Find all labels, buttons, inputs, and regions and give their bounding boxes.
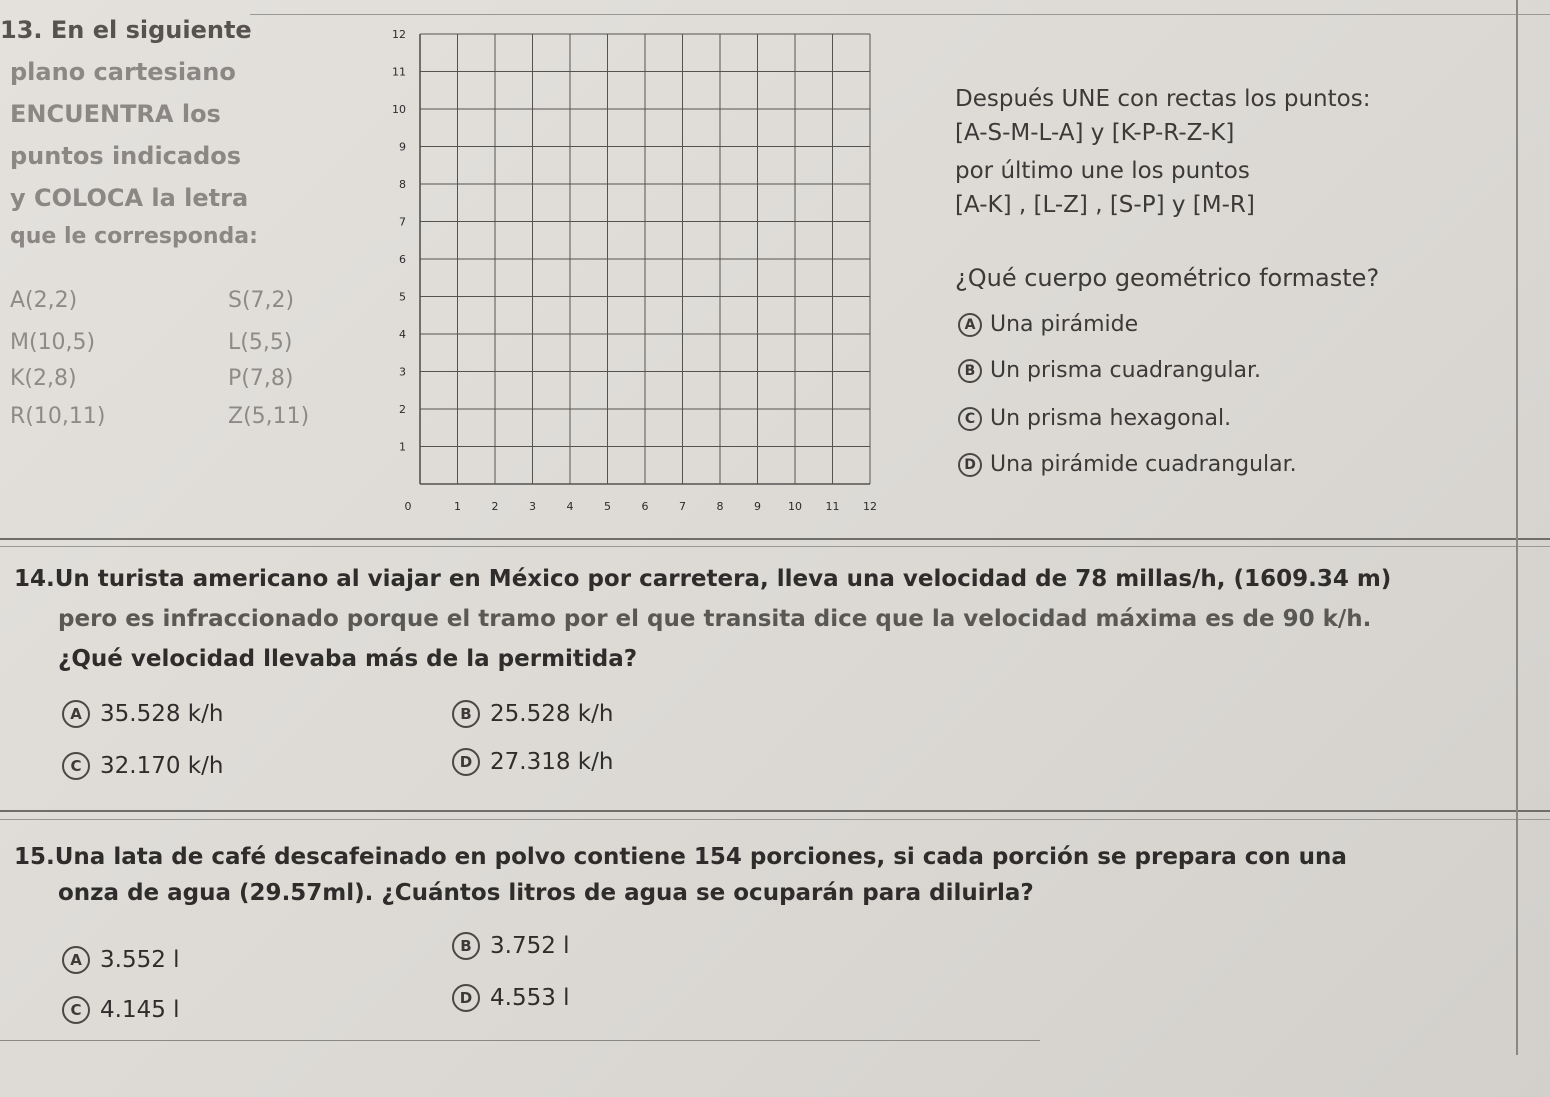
option-b-marker: B <box>452 700 480 728</box>
q13-instruction-3: por último une los puntos <box>955 158 1250 184</box>
bottom-divider <box>0 1040 1040 1041</box>
option-d-marker: D <box>452 748 480 776</box>
option-a-marker: A <box>62 700 90 728</box>
x-tick-label: 2 <box>491 500 499 513</box>
x-tick-label: 1 <box>454 500 461 513</box>
x-tick-label: 4 <box>566 500 574 513</box>
q15-option-a[interactable]: A 3.552 l <box>62 946 180 974</box>
point-a: A(2,2) <box>10 288 78 313</box>
y-tick-label: 10 <box>392 103 406 116</box>
y-tick-label: 5 <box>399 290 406 304</box>
option-a-marker: A <box>958 313 982 337</box>
point-k: K(2,8) <box>10 366 77 391</box>
x-tick-label: 10 <box>788 500 802 513</box>
y-tick-label: 2 <box>399 403 406 416</box>
q13-option-a[interactable]: A Una pirámide <box>958 312 1138 337</box>
point-r: R(10,11) <box>10 404 106 429</box>
x-tick-label: 9 <box>754 500 761 513</box>
divider-q13-q14-b <box>0 546 1550 547</box>
option-b-marker: B <box>452 932 480 960</box>
q13-intro-line-6: que le corresponda: <box>10 224 258 249</box>
q15-option-d[interactable]: D 4.553 l <box>452 984 570 1012</box>
y-tick-label: 9 <box>399 140 406 154</box>
x-tick-label: 7 <box>679 500 686 513</box>
x-tick-label: 3 <box>529 500 536 513</box>
point-l: L(5,5) <box>228 330 293 355</box>
option-d-marker: D <box>958 453 982 477</box>
q14-line-1: 14.Un turista americano al viajar en México por carretera, lleva una velocidad de 78 millas/h, (1609.34 m) <box>14 566 1392 592</box>
divider-q13-q14 <box>0 538 1550 540</box>
x-tick-label: 6 <box>641 500 649 513</box>
x-tick-label: 5 <box>604 500 611 513</box>
q13-option-c[interactable]: C Un prisma hexagonal. <box>958 406 1231 431</box>
q13-option-b[interactable]: B Un prisma cuadrangular. <box>958 358 1261 383</box>
q13-intro-line-1: 13. En el siguiente <box>0 16 252 44</box>
point-z: Z(5,11) <box>228 404 310 429</box>
q14-option-c[interactable]: C 32.170 k/h <box>62 752 223 780</box>
q15-option-b[interactable]: B 3.752 l <box>452 932 570 960</box>
q13-instruction-1: Después UNE con rectas los puntos: <box>955 86 1371 112</box>
option-c-marker: C <box>958 407 982 431</box>
q13-intro-line-3: ENCUENTRA los <box>10 100 221 128</box>
point-m: M(10,5) <box>10 330 96 355</box>
q13-instruction-2: [A-S-M-L-A] y [K-P-R-Z-K] <box>955 120 1235 146</box>
x-tick-label: 0 <box>404 500 412 513</box>
q13-question: ¿Qué cuerpo geométrico formaste? <box>955 264 1380 292</box>
y-tick-label: 1 <box>399 440 406 454</box>
q15-option-c[interactable]: C 4.145 l <box>62 996 180 1024</box>
cartesian-plane[interactable] <box>380 10 900 520</box>
option-c-marker: C <box>62 752 90 780</box>
q13-intro-line-5: y COLOCA la letra <box>10 184 249 212</box>
option-a-marker: A <box>62 946 90 974</box>
divider-q14-q15-b <box>0 819 1550 820</box>
y-tick-label: 11 <box>392 65 406 79</box>
q15-line-1: 15.Una lata de café descafeinado en polvo contiene 154 porciones, si cada porción se prepara con una <box>14 844 1347 870</box>
q14-line-2: pero es infraccionado porque el tramo por el que transita dice que la velocidad máxima es de 90 k/h. <box>58 606 1372 632</box>
point-s: S(7,2) <box>228 288 295 313</box>
y-tick-label: 8 <box>399 178 406 191</box>
q14-option-d[interactable]: D 27.318 k/h <box>452 748 613 776</box>
q14-option-b[interactable]: B 25.528 k/h <box>452 700 613 728</box>
q13-instruction-4: [A-K] , [L-Z] , [S-P] y [M-R] <box>955 192 1255 218</box>
right-border <box>1516 0 1518 1055</box>
q14-line-3: ¿Qué velocidad llevaba más de la permitida? <box>58 646 638 672</box>
divider-q14-q15 <box>0 810 1550 812</box>
x-tick-label: 8 <box>716 500 724 513</box>
y-tick-label: 7 <box>399 215 406 229</box>
q13-intro-line-4: puntos indicados <box>10 142 242 170</box>
point-p: P(7,8) <box>228 366 294 391</box>
q13-option-d[interactable]: D Una pirámide cuadrangular. <box>958 452 1297 477</box>
q14-option-a[interactable]: A 35.528 k/h <box>62 700 223 728</box>
option-c-marker: C <box>62 996 90 1024</box>
y-tick-label: 6 <box>399 253 406 266</box>
q13-number: 13. <box>0 16 43 44</box>
x-tick-label: 11 <box>825 500 840 513</box>
y-tick-label: 4 <box>399 328 406 341</box>
option-d-marker: D <box>452 984 480 1012</box>
q13-intro-line-2: plano cartesiano <box>10 58 236 86</box>
y-tick-label: 12 <box>392 28 406 41</box>
y-tick-label: 3 <box>399 365 406 379</box>
x-tick-label: 12 <box>863 500 877 513</box>
option-b-marker: B <box>958 359 982 383</box>
q15-line-2: onza de agua (29.57ml). ¿Cuántos litros de agua se ocuparán para diluirla? <box>58 880 1034 906</box>
